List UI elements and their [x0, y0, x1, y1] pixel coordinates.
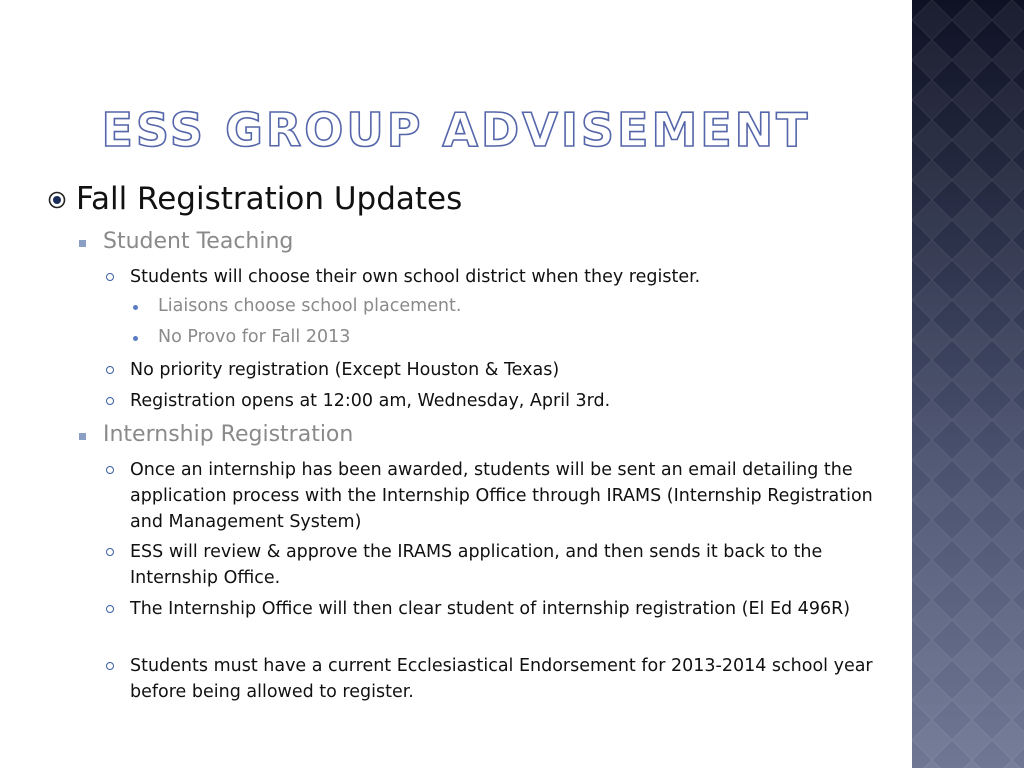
circle-bullet-icon: [106, 548, 114, 556]
square-bullet-icon: [79, 240, 86, 247]
circle-bullet-icon: [106, 273, 114, 281]
list-item: The Internship Office will then clear student of internship registration (El Ed 496R): [130, 599, 851, 619]
list-item: Once an internship has been awarded, students will be sent an email detailing the application process with the Internship Office through IRAMS (Internship Registration and Management System): [130, 460, 873, 532]
list-item: Students will choose their own school district when they register.: [130, 267, 701, 287]
dot-bullet-icon: [133, 336, 138, 341]
list-item: Students must have a current Ecclesiastical Endorsement for 2013-2014 school year before being allowed to register.: [130, 656, 873, 702]
sub-list-item: No Provo for Fall 2013: [158, 327, 351, 347]
list-item: ESS will review & approve the IRAMS application, and then sends it back to the Internship Office.: [130, 542, 823, 588]
circle-bullet-icon: [106, 397, 114, 405]
circle-bullet-icon: [106, 466, 114, 474]
circle-bullet-icon: [106, 605, 114, 613]
section-label: Internship Registration: [103, 422, 354, 447]
diamond-pattern-icon: [912, 0, 1024, 768]
radio-bullet-icon: [48, 191, 66, 209]
list-item: No priority registration (Except Houston & Texas): [130, 360, 560, 380]
circle-bullet-icon: [106, 366, 114, 374]
sub-list-item: Liaisons choose school placement.: [158, 296, 462, 316]
section-label: Student Teaching: [103, 229, 294, 254]
circle-bullet-icon: [106, 662, 114, 670]
slide-heading: Fall Registration Updates: [76, 181, 463, 217]
square-bullet-icon: [79, 433, 86, 440]
slide-title: ESS GROUP ADVISEMENT: [101, 103, 811, 157]
dot-bullet-icon: [133, 305, 138, 310]
decorative-sidebar: [912, 0, 1024, 768]
list-item: Registration opens at 12:00 am, Wednesday, April 3rd.: [130, 391, 611, 411]
